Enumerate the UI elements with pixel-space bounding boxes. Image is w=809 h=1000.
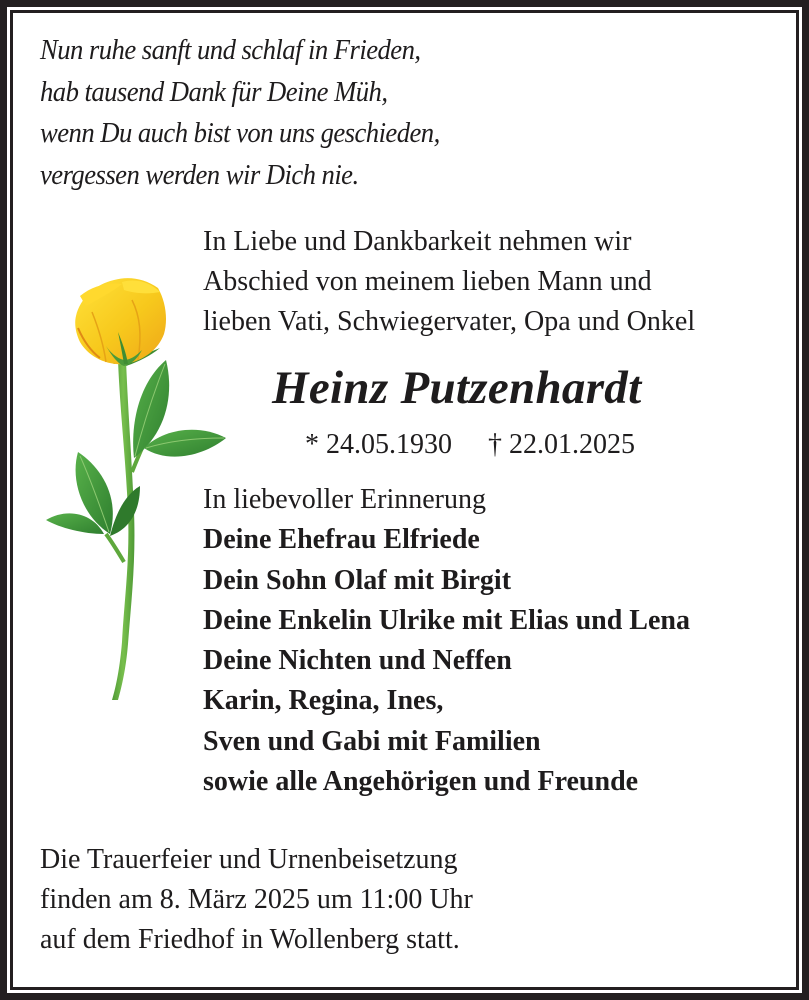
mourner-line: Deine Enkelin Ulrike mit Elias und Lena	[203, 604, 690, 636]
ceremony-line: finden am 8. März 2025 um 11:00 Uhr	[40, 884, 473, 915]
poem-line: Nun ruhe sanft und schlaf in Frieden,	[40, 34, 421, 66]
poem-line: hab tausend Dank für Deine Müh,	[40, 75, 388, 108]
yellow-rose-image	[40, 272, 230, 702]
deceased-name: Heinz Putzenhardt	[272, 362, 642, 414]
intro-line: lieben Vati, Schwiegervater, Opa und Onkel	[203, 306, 696, 337]
mourner-line: sowie alle Angehörigen und Freunde	[203, 766, 639, 798]
mourner-line: Sven und Gabi mit Familien	[203, 725, 541, 757]
mourner-line: Deine Nichten und Neffen	[203, 645, 512, 677]
intro-line: Abschied von meinem lieben Mann und	[203, 266, 652, 297]
mourner-line: Karin, Regina, Ines,	[203, 685, 444, 717]
mourner-line: Deine Ehefrau Elfriede	[203, 524, 480, 556]
poem-line: wenn Du auch bist von uns geschieden,	[40, 117, 440, 149]
mourners-list	[203, 480, 690, 802]
ceremony-line: auf dem Friedhof in Wollenberg statt.	[40, 924, 460, 955]
life-dates	[305, 425, 635, 465]
death-date: † 22.01.2025	[488, 429, 635, 460]
mourners-heading: In liebevoller Erinnerung	[203, 484, 487, 515]
ceremony-info	[40, 840, 473, 960]
ceremony-line: Die Trauerfeier und Urnenbeisetzung	[40, 844, 458, 875]
poem-verse	[40, 30, 440, 196]
farewell-intro	[203, 222, 695, 342]
intro-line: In Liebe und Dankbarkeit nehmen wir	[203, 226, 632, 257]
poem-line: vergessen werden wir Dich nie.	[40, 158, 359, 191]
mourner-line: Dein Sohn Olaf mit Birgit	[203, 564, 512, 596]
birth-date: * 24.05.1930	[305, 429, 452, 460]
